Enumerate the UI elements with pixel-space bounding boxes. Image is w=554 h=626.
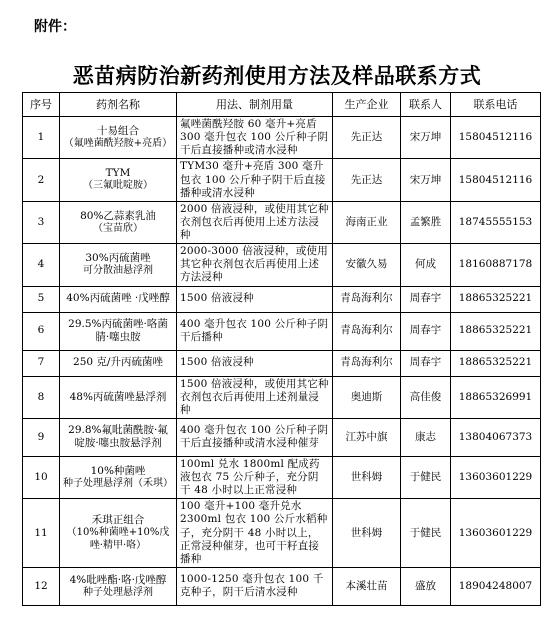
contact-cell: 何成 <box>401 244 451 286</box>
row-number: 12 <box>23 567 60 605</box>
table-header-row <box>23 93 541 117</box>
drug-name: 4%吡唑酯·咯·戊唑醇 <box>69 573 167 586</box>
usage-cell: 1500 倍液浸种 <box>177 350 333 376</box>
usage-cell: 400 毫升包衣 100 公斤种子阴干后直接播种或清水浸种催芽 <box>177 418 333 456</box>
pesticide-table <box>22 92 541 606</box>
phone-cell: 18160887178 <box>451 244 541 286</box>
drug-name: 29.5%丙硫菌唑·咯菌腈·噻虫胺 <box>68 317 168 343</box>
row-number: 11 <box>23 499 60 568</box>
phone-cell: 18865325221 <box>451 286 541 312</box>
row-number: 5 <box>23 286 60 312</box>
company-cell: 奥迪斯 <box>333 376 401 418</box>
header-phone: 联系电话 <box>451 93 541 117</box>
contact-cell: 高佳俊 <box>401 376 451 418</box>
row-number: 4 <box>23 244 60 286</box>
drug-name: 250 克/升丙硫菌唑 <box>73 356 163 369</box>
table-row <box>23 376 541 418</box>
company-cell: 先正达 <box>333 117 401 159</box>
usage-cell: 100ml 兑水 1800ml 配成药液包衣 75 公斤种子，充分阴干 48 小时以上正常浸种 <box>177 456 333 498</box>
contact-cell: 周春宇 <box>401 312 451 350</box>
drug-name-cell <box>60 159 177 201</box>
phone-cell: 18904248007 <box>451 567 541 605</box>
document-title: 恶苗病防治新药剂使用方法及样品联系方式 <box>72 63 482 88</box>
drug-subtitle: （三氟吡啶胺） <box>83 180 153 192</box>
contact-cell: 康志 <box>401 418 451 456</box>
drug-name-cell <box>60 117 177 159</box>
table-row <box>23 418 541 456</box>
row-number: 10 <box>23 456 60 498</box>
drug-name: 10%种菌唑 <box>90 464 146 477</box>
table-row <box>23 244 541 286</box>
table-row <box>23 159 541 201</box>
company-cell: 海南正业 <box>333 201 401 243</box>
drug-name-cell <box>60 456 177 498</box>
company-cell: 青岛海利尔 <box>333 312 401 350</box>
drug-name-cell <box>60 418 177 456</box>
row-number: 6 <box>23 312 60 350</box>
drug-name-cell <box>60 567 177 605</box>
usage-cell: 1500 倍液浸种 <box>177 286 333 312</box>
drug-name-cell <box>60 376 177 418</box>
contact-cell: 宋万坤 <box>401 159 451 201</box>
contact-cell: 周春宇 <box>401 350 451 376</box>
drug-name-cell <box>60 201 177 243</box>
row-number: 8 <box>23 376 60 418</box>
header-contact: 联系人 <box>401 93 451 117</box>
drug-subtitle: （氟唑菌酰羟胺+亮盾） <box>63 138 173 149</box>
table-row <box>23 201 541 243</box>
contact-cell: 盛放 <box>401 567 451 605</box>
company-cell: 世科姆 <box>333 456 401 498</box>
table-row <box>23 117 541 159</box>
company-cell: 青岛海利尔 <box>333 286 401 312</box>
drug-subtitle: 种子处理悬浮剂（禾琪） <box>63 477 173 489</box>
row-number: 1 <box>23 117 60 159</box>
company-cell: 安徽久易 <box>333 244 401 286</box>
row-number: 7 <box>23 350 60 376</box>
contact-cell: 于健民 <box>401 499 451 568</box>
drug-name: 48%丙硫菌唑悬浮剂 <box>69 390 167 403</box>
company-cell: 江苏中旗 <box>333 418 401 456</box>
phone-cell: 18865325221 <box>451 350 541 376</box>
drug-name: 30%丙硫菌唑 <box>85 252 151 264</box>
company-cell: 世科姆 <box>333 499 401 568</box>
contact-cell: 孟繁胜 <box>401 201 451 243</box>
contact-cell: 于健民 <box>401 456 451 498</box>
contact-cell: 周春宇 <box>401 286 451 312</box>
drug-name-cell <box>60 286 177 312</box>
header-drug-name: 药剂名称 <box>60 93 177 117</box>
drug-subtitle: （10%种菌唑+10%戊唑·精甲·咯） <box>66 527 170 551</box>
usage-cell: 1500 倍液浸种，或使用其它种衣剂包衣后再使用上述剂量浸种 <box>177 376 333 418</box>
table-row <box>23 567 541 605</box>
header-no: 序号 <box>23 93 60 117</box>
company-cell: 本溪壮苗 <box>333 567 401 605</box>
company-cell: 青岛海利尔 <box>333 350 401 376</box>
drug-subtitle: 种子处理悬浮剂 <box>83 586 153 598</box>
drug-name: TYM <box>105 167 131 180</box>
header-company: 生产企业 <box>333 93 401 117</box>
drug-name-cell <box>60 350 177 376</box>
drug-name: 40%丙硫菌唑 ·戊唑醇 <box>66 292 170 305</box>
phone-cell: 18865326991 <box>451 376 541 418</box>
phone-cell: 13603601229 <box>451 456 541 498</box>
phone-cell: 13603601229 <box>451 499 541 568</box>
drug-name: 禾琪正组合 <box>91 514 145 526</box>
drug-name-cell <box>60 499 177 568</box>
attachment-label: 附件： <box>34 19 76 35</box>
table-row <box>23 456 541 498</box>
usage-cell: TYM30 毫升+亮盾 300 毫升包衣 100 公斤种子阴干后直接播种或清水浸种 <box>177 159 333 201</box>
phone-cell: 13804067373 <box>451 418 541 456</box>
usage-cell: 1000-1250 毫升包衣 100 千克种子，阴干后清水浸种 <box>177 567 333 605</box>
drug-name: 29.8%氟吡菌酰胺·氟啶胺·噻虫胺悬浮剂 <box>68 424 168 450</box>
table-row <box>23 312 541 350</box>
drug-name: 80%乙蒜素乳油 <box>80 209 156 222</box>
table-row <box>23 350 541 376</box>
contact-cell: 宋万坤 <box>401 117 451 159</box>
phone-cell: 18865325221 <box>451 312 541 350</box>
row-number: 9 <box>23 418 60 456</box>
drug-name: 十易组合 <box>97 124 139 137</box>
drug-name-cell <box>60 312 177 350</box>
drug-subtitle: 可分散油悬浮剂 <box>83 265 153 277</box>
phone-cell: 15804512116 <box>451 117 541 159</box>
table-row <box>23 499 541 568</box>
header-usage: 用法、制剂用量 <box>177 93 333 117</box>
drug-subtitle: （宝苗欣） <box>93 222 143 234</box>
usage-cell: 氟唑菌酰羟胺 60 毫升+亮盾 300 毫升包衣 100 公斤种子阴干后直接播种或清水浸种 <box>177 117 333 159</box>
table-row <box>23 286 541 312</box>
phone-cell: 18745555153 <box>451 201 541 243</box>
row-number: 3 <box>23 201 60 243</box>
company-cell: 先正达 <box>333 159 401 201</box>
usage-cell: 2000-3000 倍液浸种，或使用其它种衣剂包衣后再使用上述方法浸种 <box>177 244 333 286</box>
row-number: 2 <box>23 159 60 201</box>
phone-cell: 15804512116 <box>451 159 541 201</box>
drug-name-cell <box>60 244 177 286</box>
usage-cell: 400 毫升包衣 100 公斤种子阴干后播种 <box>177 312 333 350</box>
usage-cell: 2000 倍液浸种，或使用其它种衣剂包衣后再使用上述方法浸种 <box>177 201 333 243</box>
usage-cell: 100 毫升+100 毫升兑水 2300ml 包衣 100 公斤水稻种子，充分阴干 48 小时以上，正常浸种催芽，也可干籽直接播种 <box>177 499 333 568</box>
